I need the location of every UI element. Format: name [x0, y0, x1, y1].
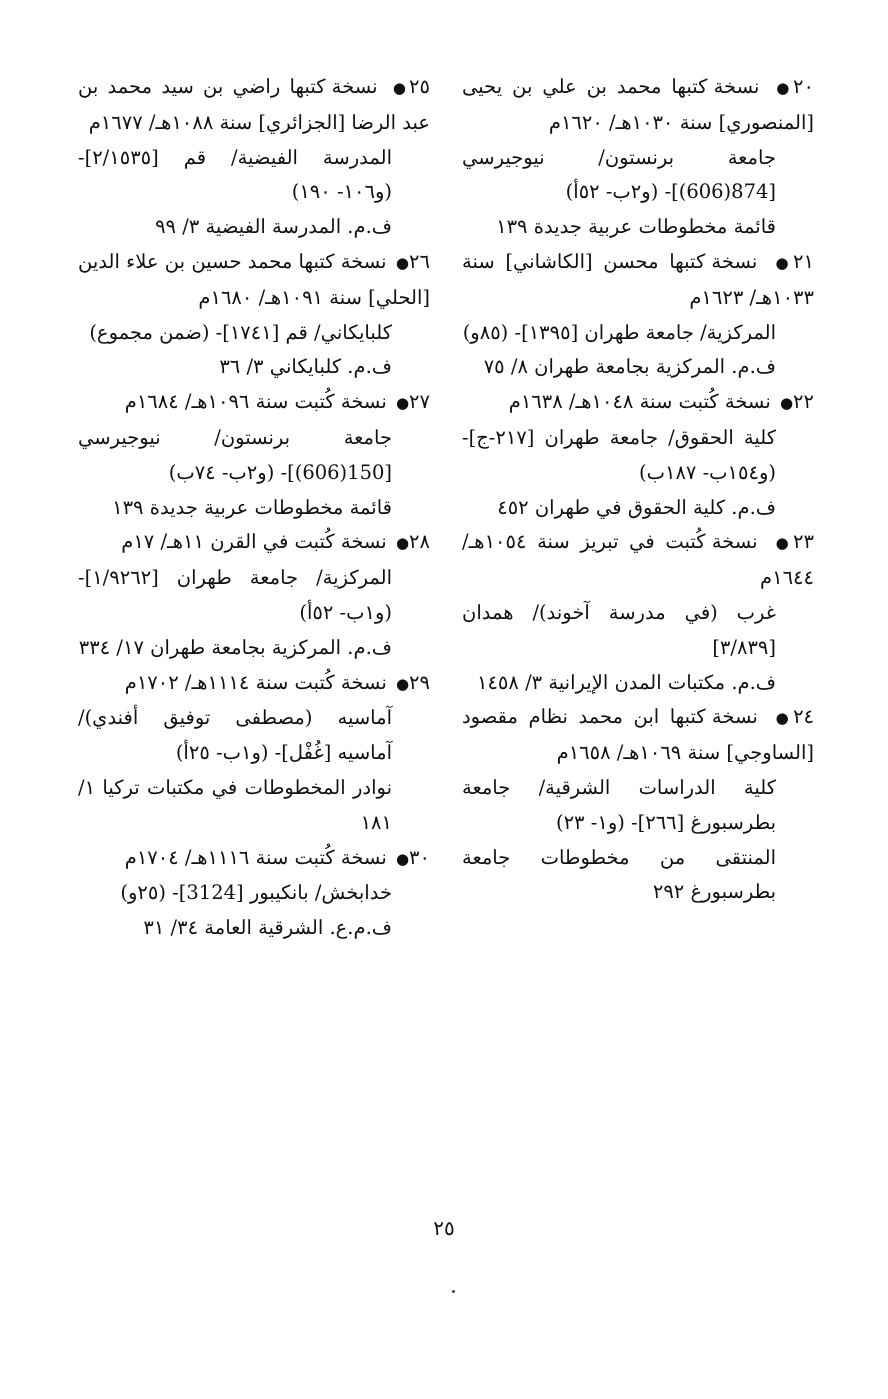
- bullet-icon: ●: [395, 394, 410, 413]
- entry-heading: [462, 525, 814, 596]
- page-number: ٢٥: [433, 1216, 455, 1240]
- entry-heading: [78, 525, 430, 561]
- entry-number: ٢٨: [409, 530, 430, 554]
- entry-number: ٢٧: [409, 390, 430, 414]
- bullet-icon: ●: [779, 394, 794, 413]
- entry-copy-line: نسخة كُتبت سنة ١٠٤٨هـ/ ١٦٣٨م: [508, 390, 771, 414]
- bullet-icon: ●: [395, 534, 410, 553]
- entry-copy-line: نسخة كُتبت في تبريز سنة ١٠٥٤هـ/ ١٦٤٤م: [462, 530, 814, 590]
- manuscript-entry: [78, 525, 430, 665]
- entry-catalog-line: قائمة مخطوطات عربية جديدة ١٣٩: [496, 215, 776, 239]
- bullet-icon: ●: [395, 253, 410, 272]
- entry-heading: [78, 841, 430, 877]
- entry-catalog-line: ف.م. المركزية بجامعة طهران ١٧/ ٣٣٤: [78, 635, 392, 659]
- bullet-icon: ●: [771, 534, 794, 553]
- entry-heading: [78, 70, 430, 141]
- entry-library-line: كلبايكاني/ قم [١٧٤١]- (ضمن مجموع): [89, 320, 392, 344]
- scan-speck: [452, 1290, 455, 1293]
- entry-library-line: جامعة برنستون/ نيوجيرسي [874(606)]- (و٢ب- ٥٢أ): [462, 145, 776, 204]
- entry-number: ٢٤: [793, 705, 815, 729]
- entry-number: ٢٣: [793, 530, 814, 554]
- entry-copy-line: نسخة كُتبت سنة ١١١٦هـ/ ١٧٠٤م: [124, 845, 387, 869]
- entry-catalog-line: قائمة مخطوطات عربية جديدة ١٣٩: [112, 495, 392, 519]
- bullet-icon: ●: [770, 253, 794, 272]
- entry-library-line: آماسيه (مصطفى توفيق أفندي)/ آماسيه [غُفْل]- (و١ب- ٢٥أ): [78, 706, 392, 765]
- entry-catalog-line: ف.م. مكتبات المدن الإيرانية ٣/ ١٤٥٨: [476, 670, 776, 694]
- entry-copy-line: نسخة كتبها محسن [الكاشاني] سنة ١٠٣٣هـ/ ١٦٢٣م: [462, 249, 814, 309]
- entry-number: ٢٦: [409, 249, 430, 273]
- entry-catalog-line: ف.م.ع. الشرقية العامة ٣٤/ ٣١: [143, 916, 392, 940]
- bullet-icon: ●: [395, 674, 410, 693]
- entry-copy-line: نسخة كُتبت في القرن ١١هـ/ ١٧م: [121, 530, 387, 554]
- manuscript-entry: [78, 666, 430, 841]
- bullet-icon: ●: [395, 849, 410, 868]
- manuscript-entry: [78, 70, 430, 245]
- entry-library-line: كلية الحقوق/ جامعة طهران [٢١٧-ج]- (و١٥٤ب- ١٨٧ب): [462, 425, 776, 484]
- entry-number: ٣٠: [409, 845, 430, 869]
- bullet-icon: ●: [772, 79, 794, 97]
- entry-copy-line: نسخة كتبها ابن محمد نظام مقصود [الساوجي] سنة ١٠٦٩هـ/ ١٦٥٨م: [462, 705, 814, 765]
- entry-number: ٢٢: [793, 390, 814, 414]
- manuscript-entry: [462, 70, 814, 245]
- manuscript-entry: [78, 841, 430, 946]
- entry-copy-line: نسخة كُتبت سنة ١١١٤هـ/ ١٧٠٢م: [124, 670, 387, 694]
- entry-heading: [78, 385, 430, 421]
- entry-catalog-line: المنتقى من مخطوطات جامعة بطرسبورغ ٢٩٢: [462, 845, 776, 904]
- manuscript-entry: [462, 525, 814, 700]
- manuscript-entry: [462, 245, 814, 385]
- entry-copy-line: نسخة كتبها محمد حسين بن علاء الدين [الحلي] سنة ١٠٩١هـ/ ١٦٨٠م: [78, 249, 430, 309]
- entry-copy-line: نسخة كتبها محمد بن علي بن يحيى [المنصوري] سنة ١٠٣٠هـ/ ١٦٢٠م: [462, 75, 814, 134]
- entry-number: ٢١: [793, 249, 814, 273]
- entry-library-line: غرب (في مدرسة آخوند)/ همدان [٣/٨٣٩]: [462, 600, 776, 659]
- entry-copy-line: نسخة كُتبت سنة ١٠٩٦هـ/ ١٦٨٤م: [124, 390, 387, 414]
- entry-library-line: المركزية/ جامعة طهران [١٣٩٥]- (٨٥و): [462, 320, 776, 344]
- entry-heading: [462, 385, 814, 421]
- entry-heading: [78, 245, 430, 316]
- left-column: [78, 70, 430, 946]
- entry-heading: [462, 245, 814, 316]
- right-column: [462, 70, 814, 910]
- manuscript-entry: [462, 700, 814, 910]
- entry-heading: [462, 70, 814, 141]
- manuscript-entry: [78, 385, 430, 525]
- manuscript-entry: [78, 245, 430, 385]
- entry-number: ٢٩: [409, 670, 430, 694]
- entry-copy-line: نسخة كتبها راضي بن سيد محمد بن عبد الرضا [الجزائري] سنة ١٠٨٨هـ/ ١٦٧٧م: [78, 75, 430, 134]
- entry-heading: [462, 700, 814, 771]
- entry-library-line: جامعة برنستون/ نيوجيرسي [150(606)]- (و٢ب- ٧٤ب): [78, 425, 392, 484]
- entry-catalog-line: نوادر المخطوطات في مكتبات تركيا ١/ ١٨١: [78, 775, 392, 834]
- bullet-icon: ●: [389, 79, 410, 97]
- entry-number: ٢٥: [409, 75, 430, 98]
- entry-heading: [78, 666, 430, 702]
- entry-number: ٢٠: [793, 75, 814, 98]
- entry-library-line: المركزية/ جامعة طهران [١/٩٢٦٢]- (و١ب- ٥٢أ): [78, 566, 392, 624]
- entry-catalog-line: ف.م. كلبايكاني ٣/ ٣٦: [219, 355, 392, 379]
- entry-catalog-line: ف.م. المركزية بجامعة طهران ٨/ ٧٥: [483, 355, 776, 379]
- entry-catalog-line: ف.م. كلية الحقوق في طهران ٤٥٢: [497, 495, 776, 519]
- bullet-icon: ●: [771, 709, 794, 728]
- entry-library-line: خدابخش/ بانكيبور [3124]- (٢٥و): [120, 881, 392, 905]
- entry-library-line: المدرسة الفيضية/ قم [٢/١٥٣٥]- (و١٠٦- ١٩٠): [78, 145, 392, 204]
- entry-catalog-line: ف.م. المدرسة الفيضية ٣/ ٩٩: [155, 215, 392, 239]
- entry-library-line: كلية الدراسات الشرقية/ جامعة بطرسبورغ [٢٦٦]- (و١- ٢٣): [462, 775, 776, 834]
- manuscript-entry: [462, 385, 814, 525]
